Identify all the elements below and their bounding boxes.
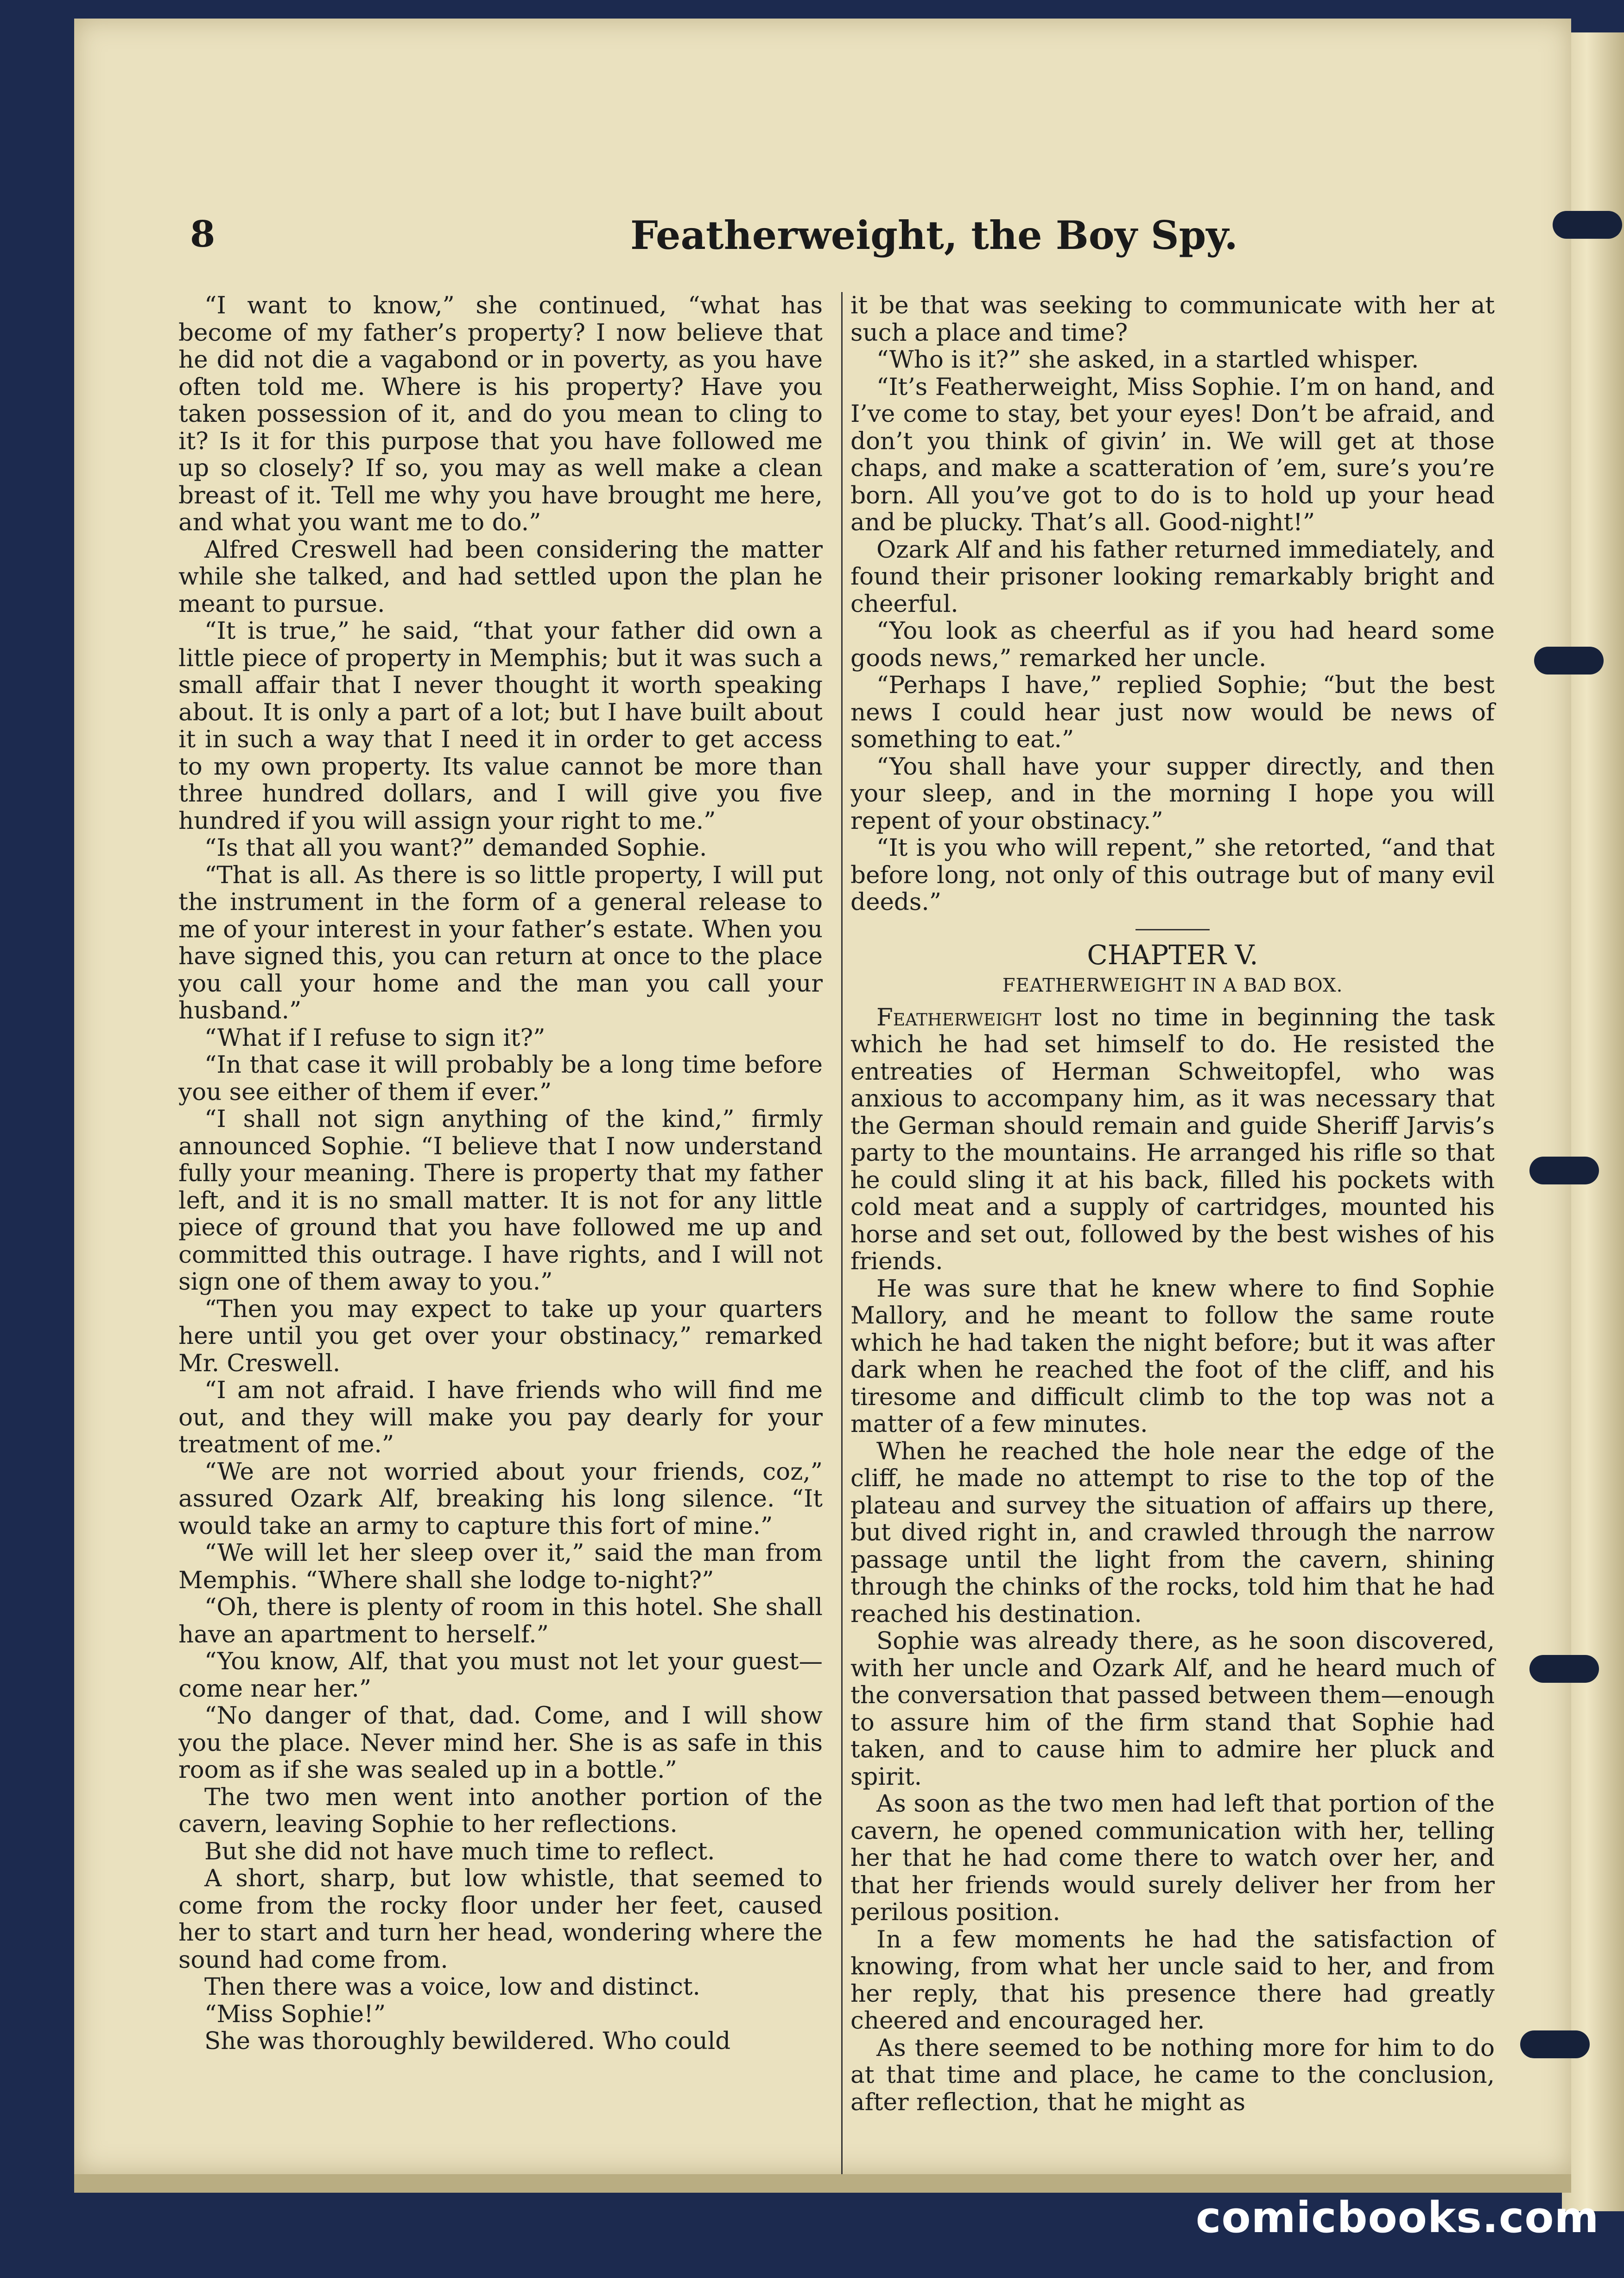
paragraph: A short, sharp, but low whistle, that seemed to come from the rocky floor under her feet, caused her to start and turn her head, wondering where the sound had come from. — [178, 1864, 823, 1974]
chapter-rule — [1136, 929, 1210, 930]
paragraph: “You look as cheerful as if you had heard some goods news,” remarked her uncle. — [850, 617, 1495, 672]
paragraph: “Then you may expect to take up your quarters here until you get over your obstinacy,” remarked Mr. Creswell. — [178, 1295, 823, 1377]
paragraph: “We are not worried about your friends, coz,” assured Ozark Alf, breaking his long silence. “It would take an army to capture this fort of mine.” — [178, 1457, 823, 1540]
paragraph: “I want to know,” she continued, “what has become of my father’s property? I now believe that he did not die a vagabond or in poverty, as you have often told me. Where is his property? Have you taken possession of it, and do you mean to cling to it? Is it for this purpose that you have followed me up so closely? If so, you may as well make a clean breast of it. Tell me why you have brought me here, and what you want me to do.” — [178, 292, 823, 536]
paragraph: “It is you who will repent,” she retorted, “and that before long, not only of this outrage but of many evil deeds.” — [850, 834, 1495, 916]
paragraph: “It is true,” he said, “that your father did own a little piece of property in Memphis; but it was such a small affair that I never thought it worth speaking about. It is only a part of a lot; but I have built about it in such a way that I need it in order to get access to my own property. Its value cannot be more than three hundred dollars, and I will give you five hundred if you will assign your right to me.” — [178, 617, 823, 835]
paragraph: “In that case it will probably be a long time before you see either of them if ever.” — [178, 1051, 823, 1106]
staple-icon — [1529, 1655, 1599, 1683]
left-column — [178, 292, 823, 2055]
paragraph-rest: lost no time in beginning the task which he had set himself to do. He resisted the entreaties of Herman Schweitopfel, who was anxious to accompany him, as it was necessary that the German should remain and guide Sheriff Jarvis’s party to the mountains. He arranged his rifle so that he could sling it at his back, filled his pockets with cold meat and a supply of cartridges, mounted his horse and set out, followed by the best wishes of his friends. — [850, 1003, 1495, 1275]
paragraph: Then there was a voice, low and distinct. — [204, 1973, 700, 2001]
paragraph: “You shall have your supper directly, and then your sleep, and in the morning I hope you will repent of your obstinacy.” — [850, 752, 1495, 835]
right-column — [850, 292, 1495, 2116]
staple-icon — [1553, 211, 1622, 239]
paragraph: He was sure that he knew where to find Sophie Mallory, and he meant to follow the same route which he had taken the night before; but it was after dark when he reached the foot of the cliff, and his tiresome and difficult climb to the top was not a matter of a few minutes. — [850, 1274, 1495, 1438]
chapter-heading: CHAPTER V. — [1087, 939, 1258, 971]
paragraph: “It’s Featherweight, Miss Sophie. I’m on hand, and I’ve come to stay, bet your eyes! Don’t be afraid, and don’t you think of givin’ in. We will get at those chaps, and make a scatteration of ’em, sure’s you’re born. All you’ve got to do is to hold up your head and be plucky. That’s all. Good-night!” — [850, 373, 1495, 536]
paragraph: it be that was seeking to communicate with her at such a place and time? — [850, 292, 1495, 347]
paragraph: The two men went into another portion of the cavern, leaving Sophie to her reflections. — [178, 1783, 823, 1838]
paragraph: “Is that all you want?” demanded Sophie. — [204, 834, 707, 862]
paragraph: “What if I refuse to sign it?” — [204, 1024, 546, 1052]
paragraph: “We will let her sleep over it,” said the man from Memphis. “Where shall she lodge to-night?” — [178, 1539, 823, 1594]
paragraph: In a few moments he had the satisfaction of knowing, from what her uncle said to her, and from her reply, that his presence there had greatly cheered and encouraged her. — [850, 1925, 1495, 2035]
paragraph: “Who is it?” she asked, in a startled whisper. — [876, 346, 1419, 374]
paragraph: “Perhaps I have,” replied Sophie; “but the best news I could hear just now would be news of something to eat.” — [850, 671, 1495, 753]
page-number: 8 — [190, 213, 216, 255]
staple-icon — [1520, 2030, 1590, 2058]
paragraph: Ozark Alf and his father returned immediately, and found their prisoner looking remarkably bright and cheerful. — [850, 535, 1495, 618]
watermark: comicbooks.com — [1196, 2193, 1599, 2242]
paragraph: “I shall not sign anything of the kind,” firmly announced Sophie. “I believe that I now understand fully your meaning. There is property that my father left, and it is no small matter. It is not for any little piece of ground that you have followed me up and committed this outrage. I have rights, and I will not sign one of them away to you.” — [178, 1105, 823, 1296]
column-divider — [841, 292, 843, 2174]
paragraph: “Miss Sophie!” — [204, 2000, 386, 2028]
paragraph: “Oh, there is plenty of room in this hotel. She shall have an apartment to herself.” — [178, 1593, 823, 1648]
staple-icon — [1534, 647, 1604, 674]
paragraph: Alfred Creswell had been considering the matter while she talked, and had settled upon the plan he meant to pursue. — [178, 535, 823, 618]
paragraph: “I am not afraid. I have friends who will find me out, and they will make you pay dearly for your treatment of me.” — [178, 1376, 823, 1458]
paragraph: As soon as the two men had left that portion of the cavern, he opened communication with her, telling her that he had come there to watch over her, and that her friends would surely deliver her from her perilous position. — [850, 1790, 1495, 1926]
paragraph: “That is all. As there is so little property, I will put the instrument in the form of a general release to me of your interest in your father’s estate. When you have signed this, you can return at once to the place you call your home and the man you call your husband.” — [178, 861, 823, 1024]
paragraph: “No danger of that, dad. Come, and I will show you the place. Never mind her. She is as safe in this room as if she was sealed up in a bottle.” — [178, 1702, 823, 1784]
paragraph: But she did not have much time to reflect. — [204, 1837, 715, 1865]
running-title: Featherweight, the Boy Spy. — [630, 212, 1238, 258]
paragraph: When he reached the hole near the edge of the cliff, he made no attempt to rise to the top of the plateau and survey the situation of affairs up there, but dived right in, and crawled through the narrow passage until the light from the cavern, shining through the chinks of the rocks, told him that he had reached his destination. — [850, 1437, 1495, 1628]
spine-edge — [1562, 32, 1624, 2211]
paragraph: “You know, Alf, that you must not let your guest—come near her.” — [178, 1648, 823, 1703]
paragraph: Sophie was already there, as he soon discovered, with her uncle and Ozark Alf, and he heard much of the conversation that passed between them—enough to assure him of the firm stand that Sophie had taken, and to cause him to admire her pluck and spirit. — [850, 1627, 1495, 1791]
chapter-subtitle: FEATHERWEIGHT IN A BAD BOX. — [1002, 975, 1343, 996]
page-bottom-edge — [74, 2174, 1571, 2193]
book-page — [74, 19, 1571, 2174]
staple-icon — [1529, 1157, 1599, 1184]
chapter-first-paragraph — [850, 1004, 1495, 1275]
drop-word: Featherweight — [876, 1003, 1041, 1031]
paragraph: As there seemed to be nothing more for him to do at that time and place, he came to the conclusion, after reflection, that he might as — [850, 2034, 1495, 2116]
paragraph: She was thoroughly bewildered. Who could — [204, 2027, 731, 2055]
